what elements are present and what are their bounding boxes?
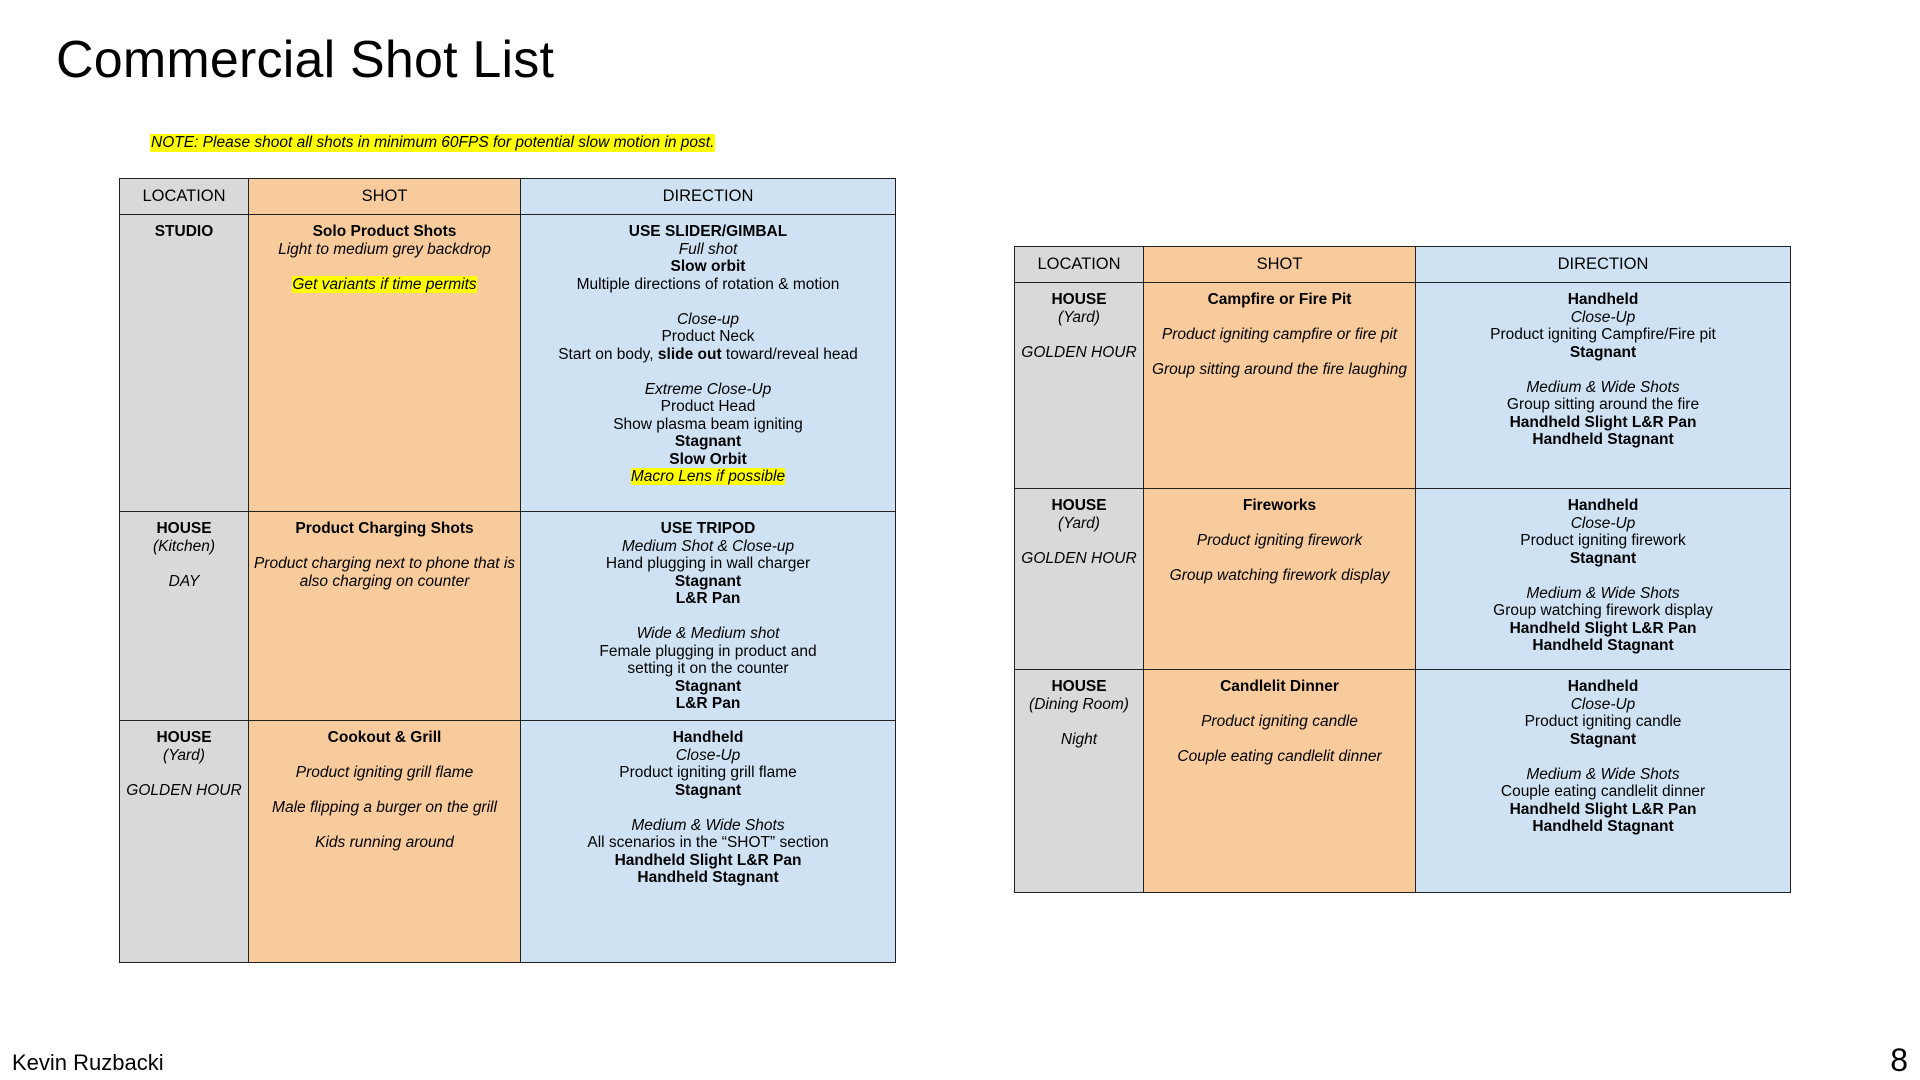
cell-line [1420, 396, 1786, 414]
shot-header: SHOT [1144, 247, 1416, 283]
cell-line-text: Product igniting campfire or fire pit [1161, 326, 1398, 343]
cell-line-text: Stagnant [674, 433, 742, 450]
cell-line-text: Handheld Slight L&R Pan [1509, 413, 1697, 431]
cell-line [124, 573, 244, 591]
cell-line-text: Medium & Wide Shots [631, 816, 785, 834]
cell-line-text: Group watching firework display [1169, 567, 1390, 584]
cell-line [1420, 532, 1786, 550]
shot-table-left [119, 178, 896, 963]
cell-line [1420, 637, 1786, 655]
cell-line-text: Light to medium grey backdrop [278, 240, 491, 258]
cell-line [525, 538, 891, 556]
cell-line [1019, 713, 1139, 731]
cell-line-text: Medium & Wide Shots [1526, 378, 1680, 396]
cell-line-text: Full shot [678, 240, 738, 258]
direction-cell [521, 215, 896, 512]
cell-line [1420, 585, 1786, 603]
cell-line-text: Slow Orbit [669, 450, 747, 468]
cell-line [1420, 344, 1786, 362]
cell-line [1420, 550, 1786, 568]
shot-table-right [1014, 246, 1791, 893]
cell-line-text: Stagnant [674, 572, 742, 590]
cell-line [525, 258, 891, 276]
cell-line [1148, 291, 1411, 309]
author-name: Kevin Ruzbacki [12, 1050, 164, 1075]
cell-line-text: Slow orbit [670, 258, 746, 275]
cell-line-text: Handheld Stagnant [637, 869, 779, 886]
cell-line [124, 520, 244, 538]
cell-line-text: Stagnant [674, 677, 742, 695]
cell-line-text: Couple eating candlelit dinner [1500, 783, 1706, 800]
shot-cell [1144, 489, 1416, 670]
cell-line [1420, 431, 1786, 449]
cell-line-text: also charging on counter [299, 572, 470, 590]
cell-line [525, 398, 891, 416]
cell-line-text: USE SLIDER/GIMBAL [628, 223, 788, 240]
cell-line-text: Product igniting grill flame [619, 764, 797, 781]
cell-line [1148, 497, 1411, 515]
cell-line [1420, 801, 1786, 819]
cell-line-text: GOLDEN HOUR [1021, 343, 1137, 361]
shot-cell [1144, 283, 1416, 489]
cell-line-text: Medium Shot & Close-up [621, 537, 795, 555]
direction-header: DIRECTION [521, 179, 896, 215]
cell-line [1420, 309, 1786, 327]
cell-line [1420, 713, 1786, 731]
cell-line [253, 817, 516, 835]
direction-cell [1416, 283, 1791, 489]
cell-line [525, 363, 891, 381]
cell-line [525, 573, 891, 591]
cell-line-text: Handheld Stagnant [1532, 818, 1674, 835]
cell-line-text: Hand plugging in wall charger [605, 555, 811, 572]
cell-line [1420, 414, 1786, 432]
header-row [120, 179, 896, 215]
table-row [120, 512, 896, 721]
cell-line [525, 346, 891, 364]
cell-line [1420, 291, 1786, 309]
cell-line-text: USE TRIPOD [660, 520, 756, 537]
cell-line-text: Product Head [660, 398, 756, 415]
cell-line [1420, 766, 1786, 784]
cell-line [1019, 344, 1139, 362]
cell-line [1019, 731, 1139, 749]
cell-line-text: setting it on the counter [627, 660, 789, 677]
cell-line-text: (Dining Room) [1029, 695, 1129, 713]
cell-line [253, 573, 516, 591]
cell-line-text: Product igniting candle [1524, 713, 1682, 730]
cell-line-text: Stagnant [674, 781, 742, 799]
cell-line [525, 433, 891, 451]
direction-cell [1416, 670, 1791, 893]
cell-line [1420, 620, 1786, 638]
cell-line-text: Stagnant [1569, 343, 1637, 361]
cell-line [1420, 326, 1786, 344]
cell-line [525, 660, 891, 678]
cell-line-text: Macro Lens if possible [630, 468, 786, 485]
cell-line [525, 381, 891, 399]
cell-line [1420, 696, 1786, 714]
cell-line [1148, 678, 1411, 696]
cell-line [124, 223, 244, 241]
cell-line [1148, 515, 1411, 533]
cell-line-text: Medium & Wide Shots [1526, 765, 1680, 783]
location-cell [1015, 670, 1144, 893]
cell-line-text: Handheld [1567, 678, 1639, 695]
location-cell [120, 721, 249, 963]
cell-line-text: GOLDEN HOUR [1021, 549, 1137, 567]
cell-line [124, 538, 244, 556]
direction-cell [521, 512, 896, 721]
cell-line [525, 817, 891, 835]
table-row [120, 215, 896, 512]
cell-line [1148, 344, 1411, 362]
location-header: LOCATION [1015, 247, 1144, 283]
cell-line [1019, 291, 1139, 309]
cell-line-text: Handheld [1567, 497, 1639, 514]
cell-line-text: HOUSE [156, 520, 212, 537]
cell-line [525, 520, 891, 538]
cell-line-text: Fireworks [1242, 497, 1317, 514]
location-header: LOCATION [120, 179, 249, 215]
cell-line-text: All scenarios in the “SHOT” section [587, 834, 829, 851]
cell-line-text: (Yard) [163, 746, 205, 764]
cell-line [1019, 532, 1139, 550]
table-row [1015, 489, 1791, 670]
cell-line-text: Wide & Medium shot [636, 625, 780, 642]
cell-line-text: Close-up [676, 310, 740, 328]
page-title: Commercial Shot List [56, 31, 555, 89]
cell-line-text: Product charging next to phone that is [253, 555, 516, 572]
cell-line-text: Solo Product Shots [312, 223, 457, 240]
cell-line-text: Female plugging in product and [599, 642, 817, 660]
cell-line-text: Product Neck [661, 328, 755, 345]
cell-line-text: L&R Pan [675, 590, 741, 607]
cell-line [253, 241, 516, 259]
cell-line [253, 538, 516, 556]
location-cell [120, 215, 249, 512]
cell-line [525, 695, 891, 713]
cell-line-text: HOUSE [156, 729, 212, 746]
cell-line [1148, 326, 1411, 344]
cell-line-text: Handheld Slight L&R Pan [1509, 619, 1697, 637]
cell-line [525, 223, 891, 241]
cell-line [1148, 696, 1411, 714]
shot-cell [249, 512, 521, 721]
cell-line-text: (Yard) [1058, 514, 1100, 532]
cell-line-text: Product igniting firework [1520, 532, 1686, 549]
cell-line [1148, 567, 1411, 585]
cell-line-text: Close-Up [1570, 514, 1636, 532]
cell-line-text: Candlelit Dinner [1220, 678, 1339, 695]
cell-line [1420, 678, 1786, 696]
cell-line [525, 869, 891, 887]
table-row [1015, 283, 1791, 489]
cell-line [525, 276, 891, 294]
cell-line-text: Close-Up [1570, 695, 1636, 713]
cell-line [525, 311, 891, 329]
cell-line-text: Product igniting grill flame [295, 764, 474, 781]
cell-line-part: slide out [657, 345, 722, 363]
cell-line-text: Get variants if time permits [292, 275, 477, 293]
cell-line [1420, 567, 1786, 585]
cell-line [1420, 748, 1786, 766]
cell-line [1420, 783, 1786, 801]
cell-line [1148, 731, 1411, 749]
cell-line [525, 468, 891, 486]
cell-line-text: Male flipping a burger on the grill [272, 799, 497, 816]
table-row [120, 721, 896, 963]
fps-note: NOTE: Please shoot all shots in minimum 60FPS for potential slow motion in post. [151, 134, 715, 151]
cell-line-text: Handheld Stagnant [1532, 637, 1674, 654]
cell-line [1420, 818, 1786, 836]
cell-line-text: Product Charging Shots [295, 520, 474, 537]
cell-line-text: Kids running around [315, 834, 454, 851]
table-row [1015, 670, 1791, 893]
cell-line [1148, 713, 1411, 731]
cell-line [525, 834, 891, 852]
cell-line [1019, 309, 1139, 327]
cell-line [525, 590, 891, 608]
cell-line [525, 799, 891, 817]
cell-line [1420, 515, 1786, 533]
cell-line-text: Group watching firework display [1493, 602, 1713, 619]
cell-line-text: Close-Up [1570, 308, 1636, 326]
cell-line [253, 223, 516, 241]
direction-cell [521, 721, 896, 963]
cell-line [525, 764, 891, 782]
cell-line [253, 555, 516, 573]
cell-line-part: toward/reveal head [721, 345, 858, 363]
cell-line-text: Extreme Close-Up [644, 380, 772, 398]
cell-line-text: Handheld [1567, 291, 1639, 308]
cell-line [1148, 309, 1411, 327]
cell-line [1148, 550, 1411, 568]
cell-line [525, 416, 891, 434]
cell-line-text: GOLDEN HOUR [126, 781, 242, 799]
cell-line [525, 852, 891, 870]
cell-line [253, 520, 516, 538]
shot-cell [249, 215, 521, 512]
cell-line-text: Night [1060, 730, 1098, 748]
cell-line [1420, 379, 1786, 397]
cell-line-text: Multiple directions of rotation & motion [576, 275, 840, 293]
cell-line [1019, 326, 1139, 344]
location-cell [120, 512, 249, 721]
cell-line [525, 451, 891, 469]
cell-line [1019, 550, 1139, 568]
cell-line [1148, 532, 1411, 550]
cell-line-text: L&R Pan [675, 695, 741, 712]
cell-line-text: Show plasma beam igniting [613, 415, 803, 433]
cell-line [525, 328, 891, 346]
page-number: 8 [1890, 1042, 1908, 1078]
cell-line [525, 555, 891, 573]
cell-line [1019, 678, 1139, 696]
cell-line [525, 643, 891, 661]
cell-line [525, 293, 891, 311]
cell-line [124, 729, 244, 747]
cell-line [253, 729, 516, 747]
cell-line [124, 764, 244, 782]
cell-line [1148, 361, 1411, 379]
direction-header: DIRECTION [1416, 247, 1791, 283]
cell-line-text: Product igniting Campfire/Fire pit [1490, 326, 1716, 343]
cell-line-text: DAY [168, 572, 200, 590]
cell-line-text: Close-Up [675, 746, 741, 764]
shot-cell [249, 721, 521, 963]
cell-line-text: (Yard) [1058, 308, 1100, 326]
cell-line-text: Product igniting candle [1201, 713, 1358, 730]
direction-cell [1416, 489, 1791, 670]
cell-line [1420, 731, 1786, 749]
cell-line [525, 608, 891, 626]
cell-line-text: Campfire or Fire Pit [1207, 291, 1352, 308]
cell-line [1148, 748, 1411, 766]
cell-line [124, 747, 244, 765]
cell-line-text: Group sitting around the fire [1506, 396, 1700, 413]
cell-line-text: Medium & Wide Shots [1526, 584, 1680, 602]
cell-line [525, 729, 891, 747]
cell-line-text: HOUSE [1051, 497, 1107, 514]
cell-line [253, 258, 516, 276]
cell-line-part: Start on body, [558, 345, 658, 363]
cell-line [1019, 515, 1139, 533]
cell-line-text: Group sitting around the fire laughing [1151, 361, 1408, 378]
cell-line [525, 625, 891, 643]
cell-line [525, 782, 891, 800]
cell-line [253, 276, 516, 294]
shot-cell [1144, 670, 1416, 893]
cell-line-text: Couple eating candlelit dinner [1177, 748, 1382, 765]
cell-line [253, 782, 516, 800]
cell-line-text: STUDIO [154, 223, 214, 240]
cell-line [124, 555, 244, 573]
cell-line-text: HOUSE [1051, 291, 1107, 308]
cell-line [525, 241, 891, 259]
cell-line [1420, 497, 1786, 515]
header-row [1015, 247, 1791, 283]
cell-line [253, 764, 516, 782]
location-cell [1015, 489, 1144, 670]
cell-line [253, 747, 516, 765]
cell-line [525, 678, 891, 696]
cell-line-text: Stagnant [1569, 549, 1637, 567]
cell-line-text: Product igniting firework [1196, 532, 1363, 549]
cell-line [1019, 696, 1139, 714]
cell-line [253, 834, 516, 852]
cell-line [1420, 602, 1786, 620]
cell-line [253, 799, 516, 817]
location-cell [1015, 283, 1144, 489]
cell-line-text: Handheld Stagnant [1532, 431, 1674, 448]
cell-line-text: (Kitchen) [152, 537, 216, 555]
cell-line [1420, 361, 1786, 379]
cell-line [124, 782, 244, 800]
cell-line [1019, 497, 1139, 515]
cell-line-text: Cookout & Grill [327, 729, 442, 746]
cell-line-text: Handheld [672, 729, 744, 746]
cell-line-text: Handheld Slight L&R Pan [1509, 800, 1697, 818]
cell-line-text: Stagnant [1569, 730, 1637, 748]
cell-line-text: HOUSE [1051, 678, 1107, 695]
cell-line-text: Handheld Slight L&R Pan [614, 851, 802, 869]
cell-line [525, 747, 891, 765]
shot-header: SHOT [249, 179, 521, 215]
